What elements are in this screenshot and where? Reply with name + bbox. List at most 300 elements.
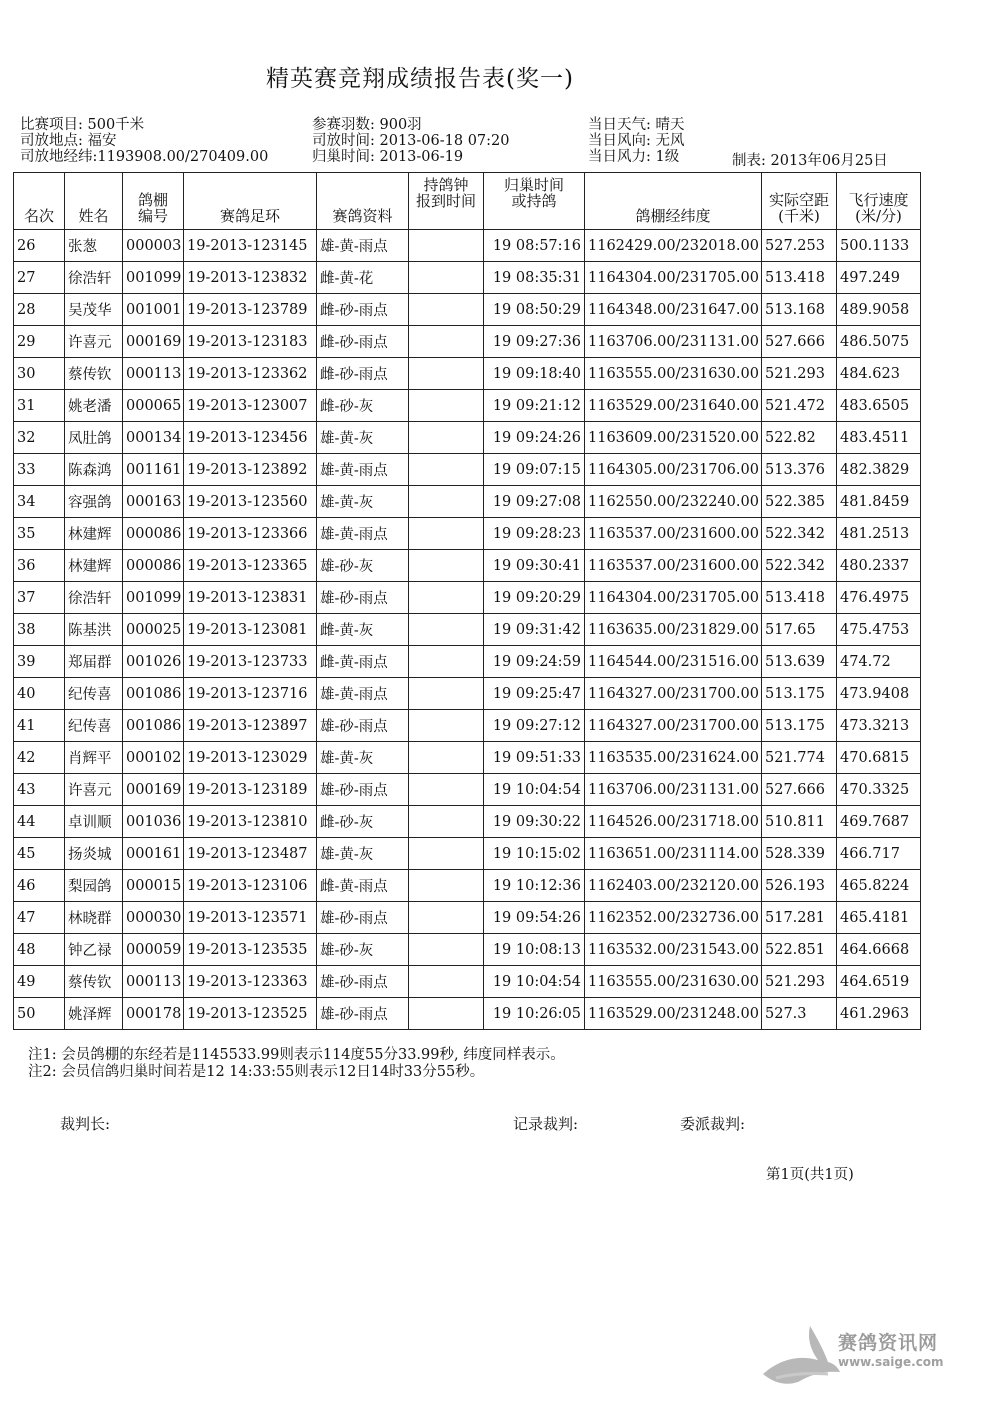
cell-ring-number: 19-2013-123733 <box>184 646 317 678</box>
table-row <box>14 966 921 998</box>
cell-bird-info: 雄-黄-雨点 <box>317 230 409 262</box>
col-header-clock-time: 持鸽钟 报到时间 <box>409 173 484 230</box>
cell-name: 卓训顺 <box>65 806 123 838</box>
cell-name: 徐浩轩 <box>65 582 123 614</box>
cell-loft-coordinates: 1164305.00/231706.00 <box>585 454 762 486</box>
cell-distance: 521.293 <box>762 358 837 390</box>
cell-distance: 513.418 <box>762 262 837 294</box>
page-info: 第1页(共1页) <box>766 1167 854 1183</box>
note-1: 注1: 会员鸽棚的东经若是1145533.99则表示114度55分33.99秒, 纬度同样表示。 <box>28 1047 565 1063</box>
cell-distance: 527.666 <box>762 326 837 358</box>
chief-referee-label: 裁判长: <box>60 1115 111 1133</box>
cell-bird-info: 雄-黄-灰 <box>317 486 409 518</box>
cell-bird-info: 雌-砂-雨点 <box>317 358 409 390</box>
cell-name: 张葱 <box>65 230 123 262</box>
cell-distance: 522.342 <box>762 550 837 582</box>
cell-return-time: 19 08:35:31 <box>484 262 585 294</box>
cell-loft-coordinates: 1163555.00/231630.00 <box>585 358 762 390</box>
table-row <box>14 358 921 390</box>
cell-clock-time <box>409 998 484 1030</box>
cell-speed: 473.9408 <box>837 678 921 710</box>
cell-bird-info: 雄-砂-雨点 <box>317 966 409 998</box>
cell-loft-id: 000134 <box>123 422 184 454</box>
cell-loft-id: 000102 <box>123 742 184 774</box>
release-time: 司放时间: 2013-06-18 07:20 <box>312 133 510 149</box>
table-header-row <box>14 173 921 230</box>
delegated-referee-label: 委派裁判: <box>680 1115 746 1133</box>
cell-rank: 35 <box>14 518 65 550</box>
cell-rank: 49 <box>14 966 65 998</box>
cell-loft-coordinates: 1164348.00/231647.00 <box>585 294 762 326</box>
table-row <box>14 646 921 678</box>
cell-speed: 473.3213 <box>837 710 921 742</box>
info-middle <box>312 117 510 165</box>
cell-name: 蔡传钦 <box>65 358 123 390</box>
cell-bird-info: 雄-砂-灰 <box>317 934 409 966</box>
cell-rank: 32 <box>14 422 65 454</box>
cell-rank: 30 <box>14 358 65 390</box>
cell-clock-time <box>409 678 484 710</box>
cell-bird-info: 雌-黄-灰 <box>317 614 409 646</box>
cell-distance: 522.385 <box>762 486 837 518</box>
cell-rank: 39 <box>14 646 65 678</box>
cell-loft-id: 000161 <box>123 838 184 870</box>
cell-speed: 476.4975 <box>837 582 921 614</box>
cell-loft-coordinates: 1163529.00/231640.00 <box>585 390 762 422</box>
cell-return-time: 19 09:25:47 <box>484 678 585 710</box>
cell-bird-info: 雌-砂-雨点 <box>317 326 409 358</box>
col-header-speed: 飞行速度 (米/分) <box>837 173 921 230</box>
cell-loft-coordinates: 1164304.00/231705.00 <box>585 582 762 614</box>
cell-bird-info: 雌-黄-花 <box>317 262 409 294</box>
cell-ring-number: 19-2013-123189 <box>184 774 317 806</box>
cell-loft-id: 001036 <box>123 806 184 838</box>
table-row <box>14 294 921 326</box>
cell-speed: 470.6815 <box>837 742 921 774</box>
cell-name: 肖辉平 <box>65 742 123 774</box>
cell-distance: 527.3 <box>762 998 837 1030</box>
cell-rank: 31 <box>14 390 65 422</box>
cell-bird-info: 雄-砂-雨点 <box>317 710 409 742</box>
col-header-distance: 实际空距 (千米) <box>762 173 837 230</box>
cell-rank: 46 <box>14 870 65 902</box>
cell-ring-number: 19-2013-123560 <box>184 486 317 518</box>
cell-loft-coordinates: 1163529.00/231248.00 <box>585 998 762 1030</box>
cell-clock-time <box>409 454 484 486</box>
cell-return-time: 19 09:30:22 <box>484 806 585 838</box>
cell-loft-coordinates: 1162403.00/232120.00 <box>585 870 762 902</box>
table-row <box>14 742 921 774</box>
cell-return-time: 19 09:21:12 <box>484 390 585 422</box>
col-header-rank: 名次 <box>14 173 65 230</box>
cell-ring-number: 19-2013-123810 <box>184 806 317 838</box>
col-header-ring-number: 赛鸽足环 <box>184 173 317 230</box>
cell-speed: 484.623 <box>837 358 921 390</box>
cell-loft-coordinates: 1164526.00/231718.00 <box>585 806 762 838</box>
cell-clock-time <box>409 486 484 518</box>
cell-return-time: 19 10:26:05 <box>484 998 585 1030</box>
cell-speed: 482.3829 <box>837 454 921 486</box>
col-header-return-time: 归巢时间 或持鸽 <box>484 173 585 230</box>
col-header-loft-coordinates: 鸽棚经纬度 <box>585 173 762 230</box>
cell-distance: 522.82 <box>762 422 837 454</box>
cell-distance: 513.175 <box>762 710 837 742</box>
cell-ring-number: 19-2013-123366 <box>184 518 317 550</box>
cell-speed: 470.3325 <box>837 774 921 806</box>
cell-return-time: 19 10:04:54 <box>484 966 585 998</box>
cell-bird-info: 雌-砂-雨点 <box>317 294 409 326</box>
table-row <box>14 678 921 710</box>
cell-return-time: 19 09:51:33 <box>484 742 585 774</box>
cell-loft-coordinates: 1163555.00/231630.00 <box>585 966 762 998</box>
cell-rank: 47 <box>14 902 65 934</box>
cell-rank: 43 <box>14 774 65 806</box>
cell-loft-id: 000113 <box>123 358 184 390</box>
cell-distance: 527.666 <box>762 774 837 806</box>
table-row <box>14 934 921 966</box>
cell-return-time: 19 09:20:29 <box>484 582 585 614</box>
cell-name: 姚老潘 <box>65 390 123 422</box>
cell-bird-info: 雄-黄-雨点 <box>317 454 409 486</box>
cell-loft-coordinates: 1163609.00/231520.00 <box>585 422 762 454</box>
cell-clock-time <box>409 646 484 678</box>
table-row <box>14 838 921 870</box>
cell-ring-number: 19-2013-123535 <box>184 934 317 966</box>
cell-distance: 521.293 <box>762 966 837 998</box>
watermark-text: 赛鸽资讯网 <box>838 1332 939 1354</box>
cell-distance: 510.811 <box>762 806 837 838</box>
cell-speed: 483.6505 <box>837 390 921 422</box>
cell-ring-number: 19-2013-123789 <box>184 294 317 326</box>
cell-return-time: 19 08:50:29 <box>484 294 585 326</box>
table-body <box>14 230 921 1030</box>
cell-return-time: 19 09:28:23 <box>484 518 585 550</box>
weather: 当日天气: 晴天 <box>588 117 685 133</box>
cell-name: 林晓群 <box>65 902 123 934</box>
info-right <box>588 117 685 165</box>
cell-ring-number: 19-2013-123145 <box>184 230 317 262</box>
cell-rank: 36 <box>14 550 65 582</box>
cell-name: 蔡传钦 <box>65 966 123 998</box>
table-row <box>14 710 921 742</box>
cell-return-time: 19 09:54:26 <box>484 902 585 934</box>
cell-clock-time <box>409 774 484 806</box>
table-row <box>14 326 921 358</box>
cell-rank: 50 <box>14 998 65 1030</box>
race-item: 比赛项目: 500千米 <box>20 117 145 133</box>
cell-loft-coordinates: 1163537.00/231600.00 <box>585 550 762 582</box>
col-header-bird-info: 赛鸽资料 <box>317 173 409 230</box>
table-row <box>14 870 921 902</box>
cell-distance: 522.851 <box>762 934 837 966</box>
cell-distance: 521.472 <box>762 390 837 422</box>
cell-loft-id: 001099 <box>123 262 184 294</box>
cell-rank: 38 <box>14 614 65 646</box>
cell-rank: 37 <box>14 582 65 614</box>
cell-loft-id: 000086 <box>123 518 184 550</box>
cell-loft-coordinates: 1162352.00/232736.00 <box>585 902 762 934</box>
cell-rank: 28 <box>14 294 65 326</box>
cell-loft-coordinates: 1164327.00/231700.00 <box>585 678 762 710</box>
cell-bird-info: 雄-砂-雨点 <box>317 902 409 934</box>
cell-distance: 521.774 <box>762 742 837 774</box>
cell-clock-time <box>409 358 484 390</box>
made-date: 制表: 2013年06月25日 <box>732 153 888 169</box>
cell-distance: 513.639 <box>762 646 837 678</box>
cell-speed: 481.8459 <box>837 486 921 518</box>
cell-clock-time <box>409 806 484 838</box>
cell-rank: 48 <box>14 934 65 966</box>
cell-bird-info: 雄-黄-灰 <box>317 742 409 774</box>
cell-ring-number: 19-2013-123007 <box>184 390 317 422</box>
cell-clock-time <box>409 870 484 902</box>
table-row <box>14 422 921 454</box>
cell-bird-info: 雄-砂-雨点 <box>317 998 409 1030</box>
note-2: 注2: 会员信鸽归巢时间若是12 14:33:55则表示12日14时33分55秒。 <box>28 1064 485 1080</box>
table-row <box>14 454 921 486</box>
cell-name: 凤肚鸽 <box>65 422 123 454</box>
cell-name: 姚泽辉 <box>65 998 123 1030</box>
cell-loft-coordinates: 1162550.00/232240.00 <box>585 486 762 518</box>
cell-return-time: 19 09:24:59 <box>484 646 585 678</box>
cell-return-time: 19 10:04:54 <box>484 774 585 806</box>
cell-ring-number: 19-2013-123487 <box>184 838 317 870</box>
cell-loft-id: 000059 <box>123 934 184 966</box>
cell-name: 郑届群 <box>65 646 123 678</box>
col-header-loft-id: 鸽棚 编号 <box>123 173 184 230</box>
cell-bird-info: 雌-砂-灰 <box>317 806 409 838</box>
cell-loft-id: 000003 <box>123 230 184 262</box>
cell-speed: 465.8224 <box>837 870 921 902</box>
cell-name: 容强鸽 <box>65 486 123 518</box>
cell-loft-coordinates: 1163706.00/231131.00 <box>585 774 762 806</box>
return-date: 归巢时间: 2013-06-19 <box>312 149 464 165</box>
cell-name: 许喜元 <box>65 774 123 806</box>
table-row <box>14 390 921 422</box>
watermark-url: www.saige.com <box>838 1355 944 1369</box>
cell-return-time: 19 09:24:26 <box>484 422 585 454</box>
table-row <box>14 550 921 582</box>
cell-rank: 44 <box>14 806 65 838</box>
cell-bird-info: 雄-砂-雨点 <box>317 774 409 806</box>
cell-loft-coordinates: 1164327.00/231700.00 <box>585 710 762 742</box>
cell-clock-time <box>409 966 484 998</box>
cell-bird-info: 雄-黄-雨点 <box>317 518 409 550</box>
cell-bird-info: 雄-砂-灰 <box>317 550 409 582</box>
cell-loft-coordinates: 1163537.00/231600.00 <box>585 518 762 550</box>
cell-name: 纪传喜 <box>65 710 123 742</box>
cell-return-time: 19 09:27:36 <box>484 326 585 358</box>
cell-ring-number: 19-2013-123363 <box>184 966 317 998</box>
cell-clock-time <box>409 742 484 774</box>
cell-return-time: 19 09:30:41 <box>484 550 585 582</box>
col-header-name: 姓名 <box>65 173 123 230</box>
cell-rank: 42 <box>14 742 65 774</box>
cell-name: 吴茂华 <box>65 294 123 326</box>
cell-name: 林建辉 <box>65 550 123 582</box>
table-row <box>14 998 921 1030</box>
cell-speed: 481.2513 <box>837 518 921 550</box>
cell-loft-id: 001026 <box>123 646 184 678</box>
cell-clock-time <box>409 582 484 614</box>
cell-distance: 528.339 <box>762 838 837 870</box>
table-row <box>14 902 921 934</box>
cell-loft-id: 000163 <box>123 486 184 518</box>
cell-clock-time <box>409 518 484 550</box>
cell-rank: 40 <box>14 678 65 710</box>
cell-ring-number: 19-2013-123831 <box>184 582 317 614</box>
cell-speed: 489.9058 <box>837 294 921 326</box>
cell-clock-time <box>409 262 484 294</box>
cell-bird-info: 雌-黄-雨点 <box>317 870 409 902</box>
cell-ring-number: 19-2013-123106 <box>184 870 317 902</box>
cell-distance: 517.281 <box>762 902 837 934</box>
cell-speed: 497.249 <box>837 262 921 294</box>
cell-return-time: 19 09:27:08 <box>484 486 585 518</box>
cell-rank: 34 <box>14 486 65 518</box>
cell-speed: 465.4181 <box>837 902 921 934</box>
recording-referee-label: 记录裁判: <box>513 1115 579 1133</box>
wind-force: 当日风力: 1级 <box>588 149 680 165</box>
cell-loft-id: 001086 <box>123 710 184 742</box>
cell-speed: 464.6519 <box>837 966 921 998</box>
table-row <box>14 230 921 262</box>
table-row <box>14 774 921 806</box>
cell-loft-id: 001099 <box>123 582 184 614</box>
cell-loft-id: 000086 <box>123 550 184 582</box>
cell-return-time: 19 08:57:16 <box>484 230 585 262</box>
cell-return-time: 19 09:18:40 <box>484 358 585 390</box>
cell-loft-id: 001086 <box>123 678 184 710</box>
cell-clock-time <box>409 838 484 870</box>
cell-loft-coordinates: 1163532.00/231543.00 <box>585 934 762 966</box>
cell-rank: 45 <box>14 838 65 870</box>
cell-ring-number: 19-2013-123183 <box>184 326 317 358</box>
cell-ring-number: 19-2013-123897 <box>184 710 317 742</box>
cell-name: 陈基洪 <box>65 614 123 646</box>
cell-loft-id: 000030 <box>123 902 184 934</box>
cell-loft-id: 001001 <box>123 294 184 326</box>
cell-bird-info: 雌-砂-灰 <box>317 390 409 422</box>
cell-clock-time <box>409 390 484 422</box>
entry-count: 参赛羽数: 900羽 <box>312 117 422 133</box>
cell-clock-time <box>409 550 484 582</box>
cell-speed: 469.7687 <box>837 806 921 838</box>
cell-loft-coordinates: 1163535.00/231624.00 <box>585 742 762 774</box>
cell-return-time: 19 09:31:42 <box>484 614 585 646</box>
table-row <box>14 486 921 518</box>
cell-speed: 464.6668 <box>837 934 921 966</box>
cell-clock-time <box>409 422 484 454</box>
release-location: 司放地点: 福安 <box>20 133 117 149</box>
cell-clock-time <box>409 326 484 358</box>
cell-loft-id: 000025 <box>123 614 184 646</box>
cell-speed: 475.4753 <box>837 614 921 646</box>
cell-name: 纪传喜 <box>65 678 123 710</box>
info-left <box>20 117 268 165</box>
cell-clock-time <box>409 294 484 326</box>
cell-name: 扬炎城 <box>65 838 123 870</box>
cell-ring-number: 19-2013-123365 <box>184 550 317 582</box>
cell-rank: 26 <box>14 230 65 262</box>
cell-loft-coordinates: 1163706.00/231131.00 <box>585 326 762 358</box>
table-row <box>14 262 921 294</box>
cell-name: 徐浩轩 <box>65 262 123 294</box>
cell-rank: 41 <box>14 710 65 742</box>
cell-clock-time <box>409 902 484 934</box>
cell-ring-number: 19-2013-123029 <box>184 742 317 774</box>
cell-ring-number: 19-2013-123832 <box>184 262 317 294</box>
cell-return-time: 19 10:12:36 <box>484 870 585 902</box>
cell-loft-id: 001161 <box>123 454 184 486</box>
report-title: 精英赛竞翔成绩报告表(奖一) <box>266 66 574 92</box>
cell-clock-time <box>409 934 484 966</box>
cell-loft-id: 000015 <box>123 870 184 902</box>
cell-loft-id: 000169 <box>123 774 184 806</box>
cell-return-time: 19 09:27:12 <box>484 710 585 742</box>
cell-return-time: 19 10:15:02 <box>484 838 585 870</box>
cell-ring-number: 19-2013-123081 <box>184 614 317 646</box>
cell-ring-number: 19-2013-123362 <box>184 358 317 390</box>
wind-direction: 当日风向: 无风 <box>588 133 685 149</box>
cell-clock-time <box>409 230 484 262</box>
cell-ring-number: 19-2013-123892 <box>184 454 317 486</box>
cell-bird-info: 雄-黄-灰 <box>317 838 409 870</box>
cell-name: 梨园鸽 <box>65 870 123 902</box>
table-row <box>14 582 921 614</box>
cell-return-time: 19 09:07:15 <box>484 454 585 486</box>
cell-distance: 517.65 <box>762 614 837 646</box>
cell-rank: 27 <box>14 262 65 294</box>
table-row <box>14 614 921 646</box>
cell-loft-coordinates: 1163635.00/231829.00 <box>585 614 762 646</box>
cell-ring-number: 19-2013-123571 <box>184 902 317 934</box>
cell-clock-time <box>409 710 484 742</box>
cell-distance: 513.175 <box>762 678 837 710</box>
cell-rank: 29 <box>14 326 65 358</box>
cell-return-time: 19 10:08:13 <box>484 934 585 966</box>
cell-distance: 513.376 <box>762 454 837 486</box>
cell-bird-info: 雄-黄-灰 <box>317 422 409 454</box>
cell-speed: 480.2337 <box>837 550 921 582</box>
notes <box>28 1047 565 1081</box>
cell-speed: 474.72 <box>837 646 921 678</box>
cell-ring-number: 19-2013-123716 <box>184 678 317 710</box>
cell-bird-info: 雄-黄-雨点 <box>317 678 409 710</box>
cell-speed: 461.2963 <box>837 998 921 1030</box>
table-row <box>14 806 921 838</box>
cell-speed: 500.1133 <box>837 230 921 262</box>
cell-loft-id: 000065 <box>123 390 184 422</box>
cell-ring-number: 19-2013-123525 <box>184 998 317 1030</box>
cell-distance: 513.418 <box>762 582 837 614</box>
cell-bird-info: 雄-砂-雨点 <box>317 582 409 614</box>
cell-speed: 483.4511 <box>837 422 921 454</box>
table-row <box>14 518 921 550</box>
cell-loft-coordinates: 1164544.00/231516.00 <box>585 646 762 678</box>
cell-rank: 33 <box>14 454 65 486</box>
cell-name: 林建辉 <box>65 518 123 550</box>
cell-distance: 522.342 <box>762 518 837 550</box>
cell-loft-id: 000113 <box>123 966 184 998</box>
cell-loft-id: 000178 <box>123 998 184 1030</box>
cell-name: 陈森鸿 <box>65 454 123 486</box>
results-table <box>13 172 921 1030</box>
cell-clock-time <box>409 614 484 646</box>
cell-distance: 513.168 <box>762 294 837 326</box>
cell-loft-id: 000169 <box>123 326 184 358</box>
cell-ring-number: 19-2013-123456 <box>184 422 317 454</box>
